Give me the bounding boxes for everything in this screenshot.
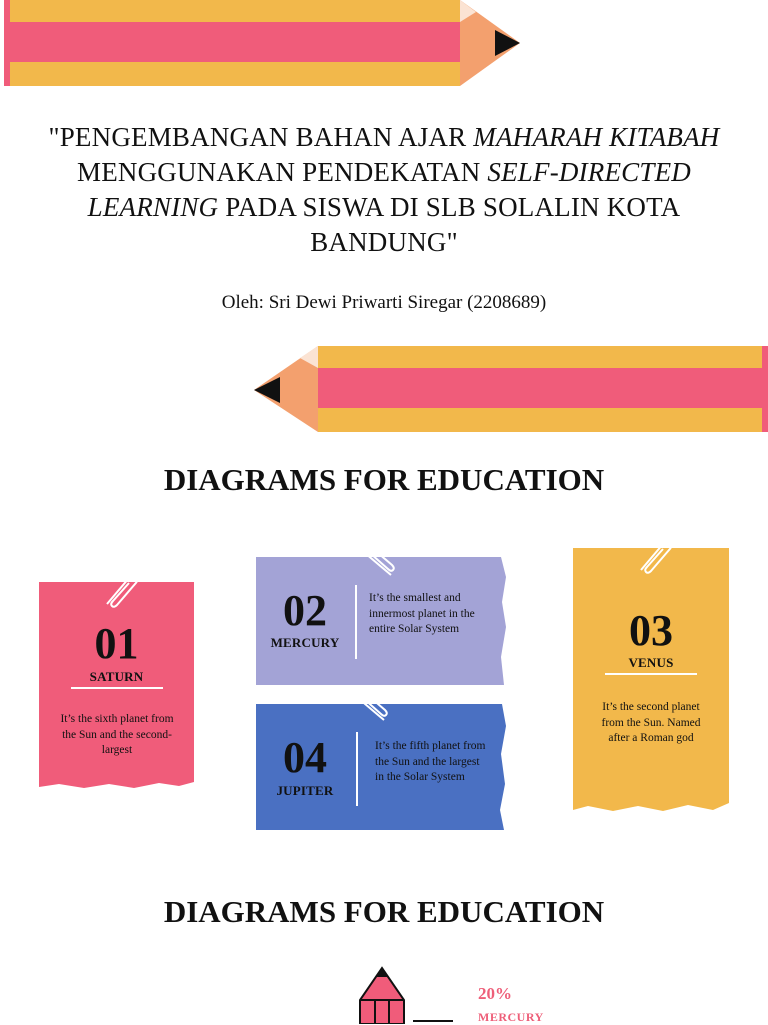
paperclip-icon xyxy=(99,572,139,612)
card-name: JUPITER xyxy=(276,783,334,798)
card-mercury xyxy=(256,557,506,687)
card-name: MERCURY xyxy=(270,635,340,650)
stat-percent: 20% xyxy=(478,984,512,1003)
card-divider xyxy=(71,687,163,689)
card-number: 01 xyxy=(94,619,139,668)
title-text-3: PADA SISWA DI SLB SOLALIN KOTA BANDUNG" xyxy=(218,192,681,258)
title-text-2: MENGGUNAKAN PENDEKATAN xyxy=(76,157,488,188)
card-divider xyxy=(356,732,358,806)
card-name: SATURN xyxy=(89,669,144,684)
card-venus xyxy=(573,548,729,812)
section-heading-1: DIAGRAMS FOR EDUCATION xyxy=(163,462,605,497)
paperclip-icon xyxy=(633,538,673,578)
author-line: Oleh: Sri Dewi Priwarti Siregar (2208689) xyxy=(221,292,547,313)
card-description: It’s the sixth planet from the Sun and the second-largest xyxy=(60,713,174,757)
paperclip-icon xyxy=(359,543,399,583)
card-description: It’s the smallest and innermost planet in the entire Solar System xyxy=(369,592,475,636)
card-venus-paper xyxy=(573,548,729,812)
card-saturn xyxy=(39,582,194,792)
pencil-bottom-icon xyxy=(355,965,465,1024)
section-heading-2: DIAGRAMS FOR EDUCATION xyxy=(163,894,605,929)
card-divider xyxy=(355,585,357,659)
title-italic-1: MAHARAH KITABAH xyxy=(473,122,720,152)
title-text-1: "PENGEMBANGAN BAHAN AJAR xyxy=(48,122,474,152)
pencil-middle-icon xyxy=(250,344,768,434)
paperclip-icon xyxy=(352,688,392,728)
document-title xyxy=(40,120,728,260)
card-description: It’s the second planet from the Sun. Named after a Roman god xyxy=(601,701,701,745)
card-number: 03 xyxy=(629,606,673,655)
card-description: It’s the fifth planet from the Sun and the largest in the Solar System xyxy=(375,740,486,784)
card-number: 02 xyxy=(283,586,327,635)
card-number: 04 xyxy=(283,733,327,782)
pencil-top-icon xyxy=(0,0,530,90)
card-name: VENUS xyxy=(628,655,674,670)
card-jupiter xyxy=(256,704,506,832)
title-italic-2: SELF-DIRECTED LEARNING xyxy=(87,157,691,223)
card-divider xyxy=(605,673,697,675)
stat-name: MERCURY xyxy=(478,1010,544,1024)
